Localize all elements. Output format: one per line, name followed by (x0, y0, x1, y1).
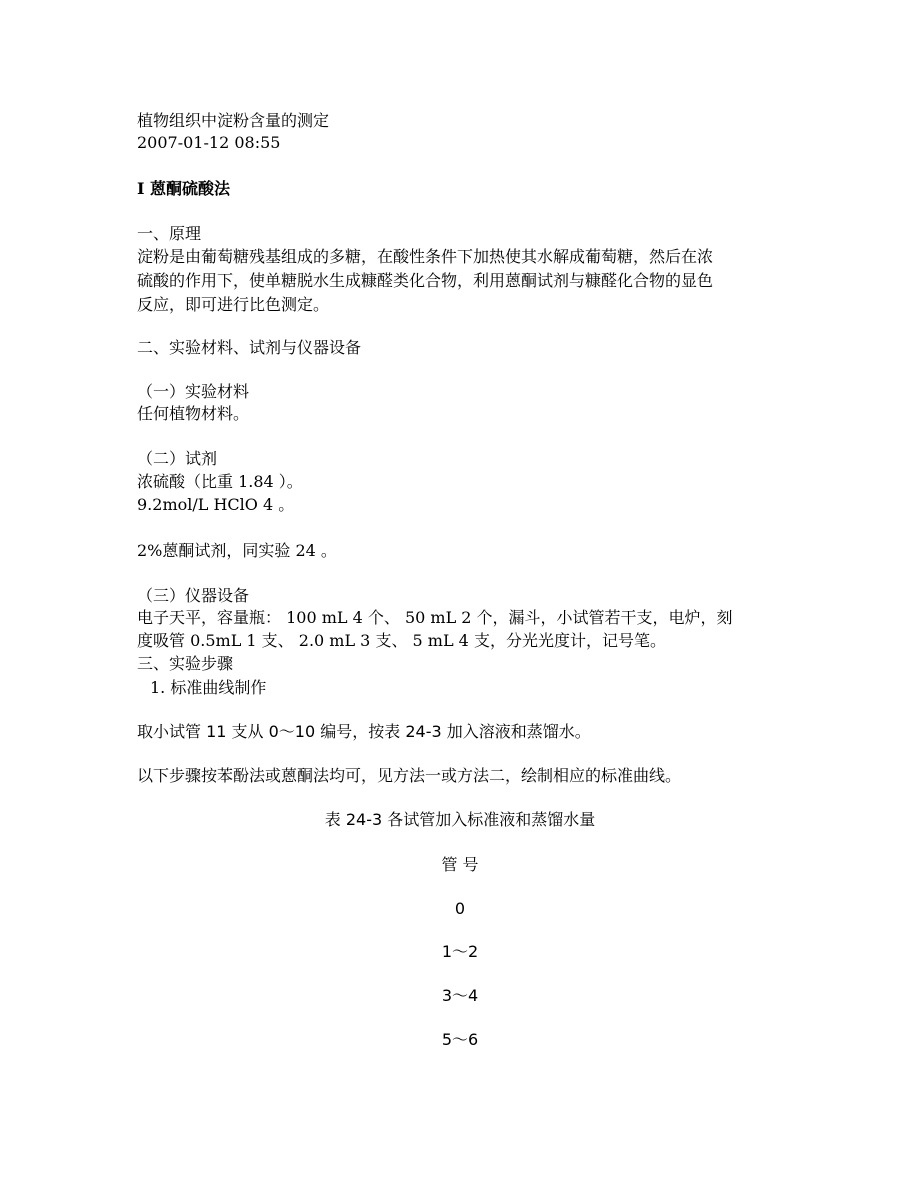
equipment-heading: （三）仪器设备 (137, 586, 250, 605)
equipment-line-2: 度吸管 0.5mL 1 支、 2.0 mL 3 支、 5 mL 4 支，分光光度计，记号笔。 (137, 631, 666, 650)
materials-section-heading: 二、实验材料、试剂与仪器设备 (137, 338, 362, 357)
principle-line-1: 淀粉是由葡萄糖残基组成的多糖，在酸性条件下加热使其水解成葡萄糖，然后在浓 (137, 247, 714, 266)
step-1-heading: 1. 标准曲线制作 (150, 678, 267, 697)
table-header-tube-number: 管 号 (441, 855, 479, 874)
principle-line-2: 硫酸的作用下，使单糖脱水生成糠醛类化合物，利用蒽酮试剂与糠醛化合物的显色 (137, 271, 714, 290)
materials-heading: （一）实验材料 (137, 382, 250, 401)
table-row: 0 (454, 899, 466, 918)
procedure-heading: 三、实验步骤 (137, 654, 234, 673)
reagent-1: 浓硫酸（比重 1.84 ）。 (137, 472, 303, 491)
document-title: 植物组织中淀粉含量的测定 (137, 111, 330, 130)
equipment-line-1: 电子天平，容量瓶： 100 mL 4 个、 50 mL 2 个，漏斗，小试管若干支，电炉，刻 (137, 608, 733, 627)
principle-line-3: 反应，即可进行比色测定。 (137, 295, 330, 314)
reagent-2: 9.2mol/L HClO 4 。 (137, 495, 295, 514)
reagent-3: 2%蒽酮试剂，同实验 24 。 (137, 541, 337, 560)
document-date: 2007-01-12 08:55 (137, 133, 281, 152)
table-caption: 表 24-3 各试管加入标准液和蒸馏水量 (324, 810, 596, 829)
table-row: 5～6 (441, 1030, 479, 1049)
principle-heading: 一、原理 (137, 224, 202, 243)
materials-text: 任何植物材料。 (137, 404, 250, 423)
method-heading: Ⅰ 蒽酮硫酸法 (137, 179, 231, 198)
step-1-text: 取小试管 11 支从 0～10 编号，按表 24-3 加入溶液和蒸馏水。 (137, 722, 591, 741)
step-1-note: 以下步骤按苯酚法或蒽酮法均可，见方法一或方法二，绘制相应的标准曲线。 (137, 766, 682, 785)
reagents-heading: （二）试剂 (137, 449, 218, 468)
table-row: 1～2 (441, 942, 479, 961)
table-row: 3～4 (441, 986, 479, 1005)
